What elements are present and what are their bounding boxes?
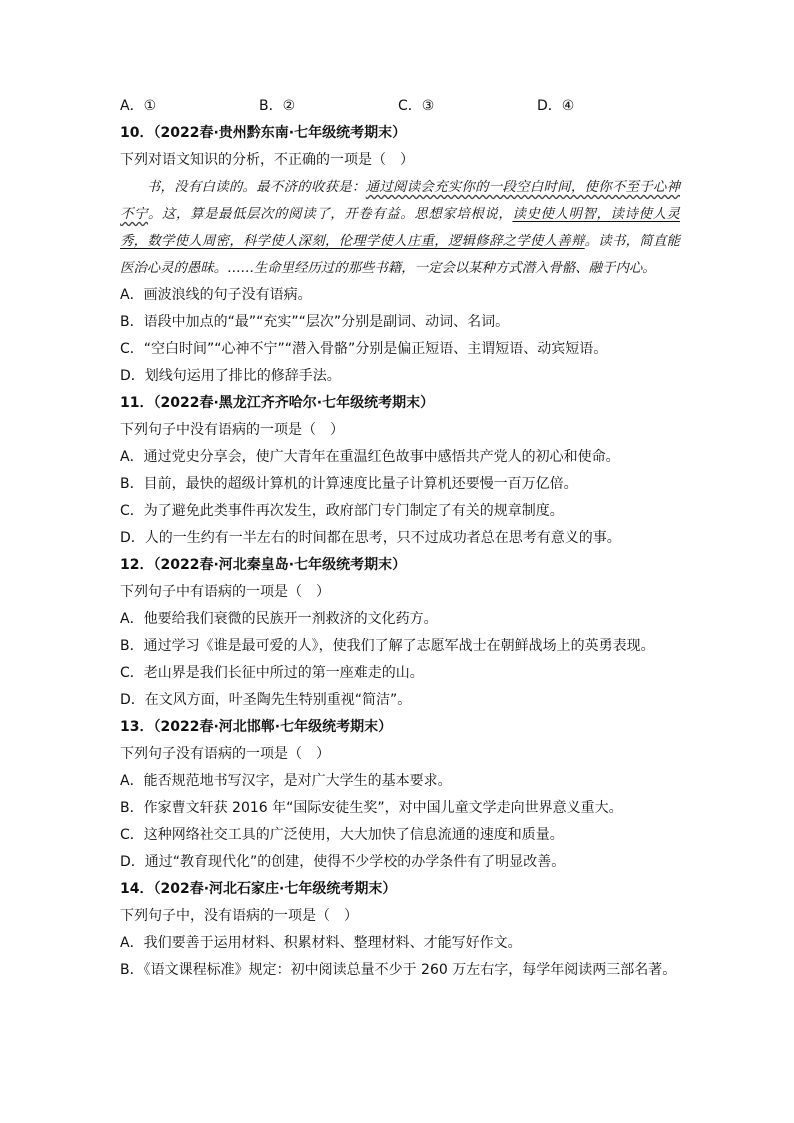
q12-stem: 下列句子中有语病的一项是（ ） xyxy=(120,584,330,600)
q14-source: （202春·河北石家庄·七年级统考期末） xyxy=(153,881,397,897)
q10-wavy-sentence: 通过阅读会充实你的一段空白时间，使你不至于心神不宁 xyxy=(120,180,681,222)
q10-passage xyxy=(120,174,680,282)
q13-stem: 下列句子没有语病的一项是（ ） xyxy=(120,746,330,762)
q13-header xyxy=(120,714,680,741)
q10-option-a[interactable]: A．画波浪线的句子没有语病。 xyxy=(120,287,312,303)
q10-header xyxy=(120,120,680,147)
q11-option-d[interactable]: D．人的一生约有一半左右的时间都在思考，只不过成功者总在思考有意义的事。 xyxy=(120,530,621,546)
q9-option-b[interactable]: B．② xyxy=(259,98,296,114)
q9-option-c[interactable]: C．③ xyxy=(398,98,435,114)
q10-number: 10． xyxy=(120,125,154,141)
q14-stem: 下列句子中，没有语病的一项是（ ） xyxy=(120,908,358,924)
q10-stem: 下列对语文知识的分析，不正确的一项是（ ） xyxy=(120,152,414,168)
q12-source: （2022春·河北秦皇岛·七年级统考期末） xyxy=(153,557,407,573)
q12-option-a[interactable]: A．他要给我们衰微的民族开一剂救济的文化药方。 xyxy=(120,611,438,627)
q9-options xyxy=(120,93,680,120)
q11-header xyxy=(120,390,680,417)
q11-stem: 下列句子中没有语病的一项是（ ） xyxy=(120,422,344,438)
q13-option-c[interactable]: C．这种网络社交工具的广泛使用，大大加快了信息流通的速度和质量。 xyxy=(120,827,564,843)
q11-number: 11． xyxy=(120,395,154,411)
q14-number: 14． xyxy=(120,881,154,897)
q12-option-b[interactable]: B．通过学习《谁是最可爱的人》，使我们了解了志愿军战士在朝鲜战场上的英勇表现。 xyxy=(120,638,655,654)
q10-passage-part3: 。读书，简直能医治心灵的愚昧。……生命里经历过的那些书籍，一定会以某种方式潜入骨骼、融于内心。 xyxy=(120,234,681,276)
q9-option-a[interactable]: A．① xyxy=(120,98,157,114)
q11-option-b[interactable]: B．目前，最快的超级计算机的计算速度比量子计算机还要慢一百万亿倍。 xyxy=(120,476,578,492)
q12-number: 12． xyxy=(120,557,154,573)
q10-option-c[interactable]: C．“空白时间”“心神不宁”“潜入骨骼”分别是偏正短语、主谓短语、动宾短语。 xyxy=(120,341,608,357)
q12-option-d[interactable]: D．在文风方面，叶圣陶先生特别重视“简洁”。 xyxy=(120,692,412,708)
q11-source: （2022春·黑龙江齐齐哈尔·七年级统考期末） xyxy=(153,395,435,411)
q14-option-a[interactable]: A．我们要善于运用材料、积累材料、整理材料、才能写好作文。 xyxy=(120,935,522,951)
q10-source: （2022春·贵州黔东南·七年级统考期末） xyxy=(153,125,407,141)
q10-underlined-sentence: 读史使人明智，读诗使人灵秀，数学使人周密，科学使人深刻，伦理学使人庄重，逻辑修辞之学使人善辩 xyxy=(120,207,680,249)
q10-option-b[interactable]: B．语段中加点的“最”“充实”“层次”分别是副词、动词、名词。 xyxy=(120,314,510,330)
q13-option-d[interactable]: D．通过“教育现代化”的创建，使得不少学校的办学条件有了明显改善。 xyxy=(120,854,566,870)
q13-option-b[interactable]: B．作家曹文轩获 2016 年“国际安徒生奖”，对中国儿童文学走向世界意义重大。 xyxy=(120,800,623,816)
document-page xyxy=(120,93,680,984)
q14-option-b[interactable]: B．《语文课程标准》规定：初中阅读总量不少于 260 万左右字，每学年阅读两三部名著。 xyxy=(120,962,677,978)
q11-option-c[interactable]: C．为了避免此类事件再次发生，政府部门专门制定了有关的规章制度。 xyxy=(120,503,564,519)
q12-header xyxy=(120,552,680,579)
q9-option-d[interactable]: D．④ xyxy=(537,98,575,114)
q13-source: （2022春·河北邯郸·七年级统考期末） xyxy=(153,719,393,735)
q10-passage-part1: 书，没有白读的。最不济的收获是： xyxy=(146,180,366,195)
q14-header xyxy=(120,876,680,903)
q11-option-a[interactable]: A．通过党史分享会，使广大青年在重温红色故事中感悟共产党人的初心和使命。 xyxy=(120,449,620,465)
q13-option-a[interactable]: A．能否规范地书写汉字，是对广大学生的基本要求。 xyxy=(120,773,452,789)
q10-passage-part2: 。这，算是最低层次的阅读了，开卷有益。思想家培根说， xyxy=(148,207,513,222)
q13-number: 13． xyxy=(120,719,154,735)
q12-option-c[interactable]: C．老山界是我们长征中所过的第一座难走的山。 xyxy=(120,665,424,681)
q10-option-d[interactable]: D．划线句运用了排比的修辞手法。 xyxy=(120,368,341,384)
